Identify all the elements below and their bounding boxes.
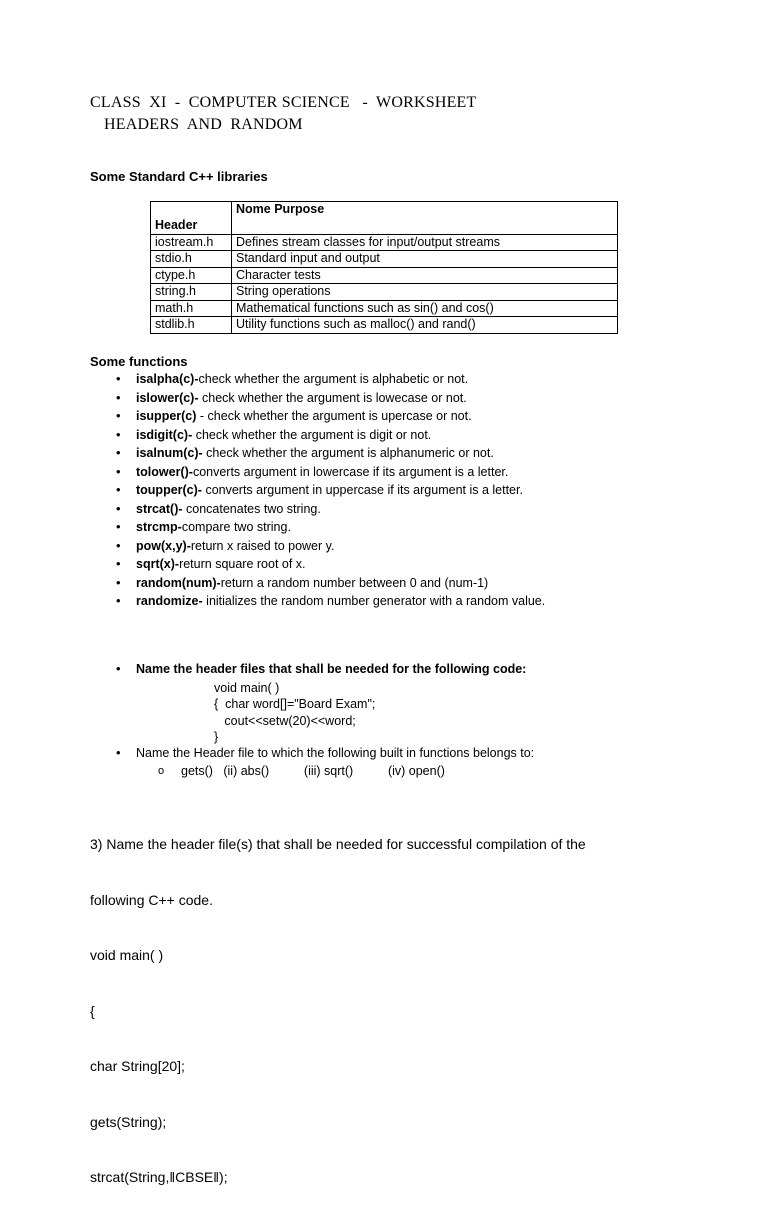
table-row	[151, 234, 618, 251]
question-3	[90, 798, 586, 1224]
header-cell: stdio.h	[151, 251, 232, 268]
function-desc: return square root of x.	[179, 557, 306, 571]
function-desc: - check whether the argument is upercase or not.	[196, 409, 472, 423]
question-2-text: Name the Header file to which the following built in functions belongs to:	[136, 746, 535, 760]
libraries-table	[150, 201, 618, 334]
function-desc: concatenates two string.	[182, 501, 321, 516]
functions-list	[90, 370, 545, 611]
function-desc: initializes the random number generator with a random value.	[202, 594, 546, 608]
question-1-code-line: void main( )	[214, 681, 280, 695]
header-cell: math.h	[151, 300, 232, 317]
table-row	[151, 267, 618, 284]
function-name: islower(c)-	[136, 390, 199, 405]
libraries-heading: Some Standard C++ libraries	[90, 169, 268, 184]
function-desc: return x raised to power y.	[190, 538, 335, 553]
question-3-line: following C++ code.	[90, 891, 213, 908]
question-1-code-line: }	[214, 730, 219, 744]
list-item	[90, 389, 545, 408]
column-header-header: Header	[151, 202, 232, 235]
list-item	[90, 555, 545, 574]
function-name: isalpha(c)-	[136, 372, 199, 386]
question-3-line: 3) Name the header file(s) that shall be needed for successful compilation of the	[90, 836, 586, 852]
function-name: toupper(c)-	[136, 483, 202, 497]
worksheet-title: CLASS XI - COMPUTER SCIENCE - WORKSHEET	[90, 94, 477, 111]
purpose-cell: Utility functions such as malloc() and rand()	[232, 317, 618, 334]
bullet-icon: •	[116, 745, 121, 760]
header-cell: string.h	[151, 284, 232, 301]
function-desc: check whether the argument is digit or not.	[192, 427, 432, 442]
table-row	[151, 317, 618, 334]
header-cell: stdlib.h	[151, 317, 232, 334]
list-item	[90, 481, 545, 500]
function-desc: converts argument in uppercase if its argument is a letter.	[201, 483, 523, 497]
column-header-purpose: Nome Purpose	[232, 202, 618, 235]
list-item	[90, 518, 545, 537]
question-1-text: Name the header files that shall be needed for the following code:	[136, 662, 527, 676]
list-item	[90, 537, 545, 556]
function-desc: check whether the argument is lowecase or not.	[198, 390, 467, 405]
table-row	[151, 284, 618, 301]
question-1-code-line: cout<<setw(20)<<word;	[214, 714, 356, 728]
purpose-cell: Standard input and output	[232, 251, 618, 268]
function-desc: converts argument in lowercase if its argument is a letter.	[192, 464, 509, 479]
function-name: random(num)-	[136, 575, 221, 590]
question-3-code-line: void main( )	[90, 947, 164, 963]
function-name: randomize-	[136, 594, 203, 608]
function-name: isalnum(c)-	[136, 446, 203, 460]
list-item	[90, 370, 545, 389]
question-1-code-line: { char word[]="Board Exam";	[214, 697, 376, 711]
function-name: tolower()-	[136, 464, 193, 479]
question-3-code-line: strcat(String,‖CBSE‖);	[90, 1169, 228, 1185]
question-2-options: gets() (ii) abs() (iii) sqrt() (iv) open()	[181, 764, 445, 778]
function-name: isdigit(c)-	[136, 427, 193, 442]
list-item	[90, 574, 545, 593]
sub-bullet-icon: o	[158, 765, 165, 777]
header-cell: iostream.h	[151, 234, 232, 251]
table-row	[151, 251, 618, 268]
function-name: strcmp-	[136, 520, 182, 534]
function-name: isupper(c)	[136, 409, 197, 423]
function-name: sqrt(x)-	[136, 557, 180, 571]
list-item	[90, 592, 545, 611]
function-desc: check whether the argument is alphabetic or not.	[198, 372, 469, 386]
list-item	[90, 444, 545, 463]
function-name: strcat()-	[136, 501, 183, 516]
list-item	[90, 500, 545, 519]
function-desc: check whether the argument is alphanumeric or not.	[202, 446, 494, 460]
purpose-cell: String operations	[232, 284, 618, 301]
list-item	[90, 426, 545, 445]
function-name: pow(x,y)-	[136, 538, 191, 553]
purpose-cell: Defines stream classes for input/output streams	[232, 234, 618, 251]
bullet-icon: •	[116, 661, 121, 676]
header-cell: ctype.h	[151, 267, 232, 284]
purpose-cell: Mathematical functions such as sin() and cos()	[232, 300, 618, 317]
question-3-code-line: gets(String);	[90, 1113, 167, 1130]
list-item	[90, 407, 545, 426]
function-desc: compare two string.	[181, 520, 291, 534]
question-3-code-line: char String[20];	[90, 1058, 185, 1074]
purpose-cell: Character tests	[232, 267, 618, 284]
table-row	[151, 300, 618, 317]
worksheet-subtitle: HEADERS AND RANDOM	[104, 116, 303, 133]
question-3-code-line: {	[90, 1002, 95, 1019]
list-item	[90, 463, 545, 482]
table-header-row	[151, 202, 618, 235]
function-desc: return a random number between 0 and (num-1)	[220, 575, 489, 590]
functions-heading: Some functions	[90, 354, 188, 369]
